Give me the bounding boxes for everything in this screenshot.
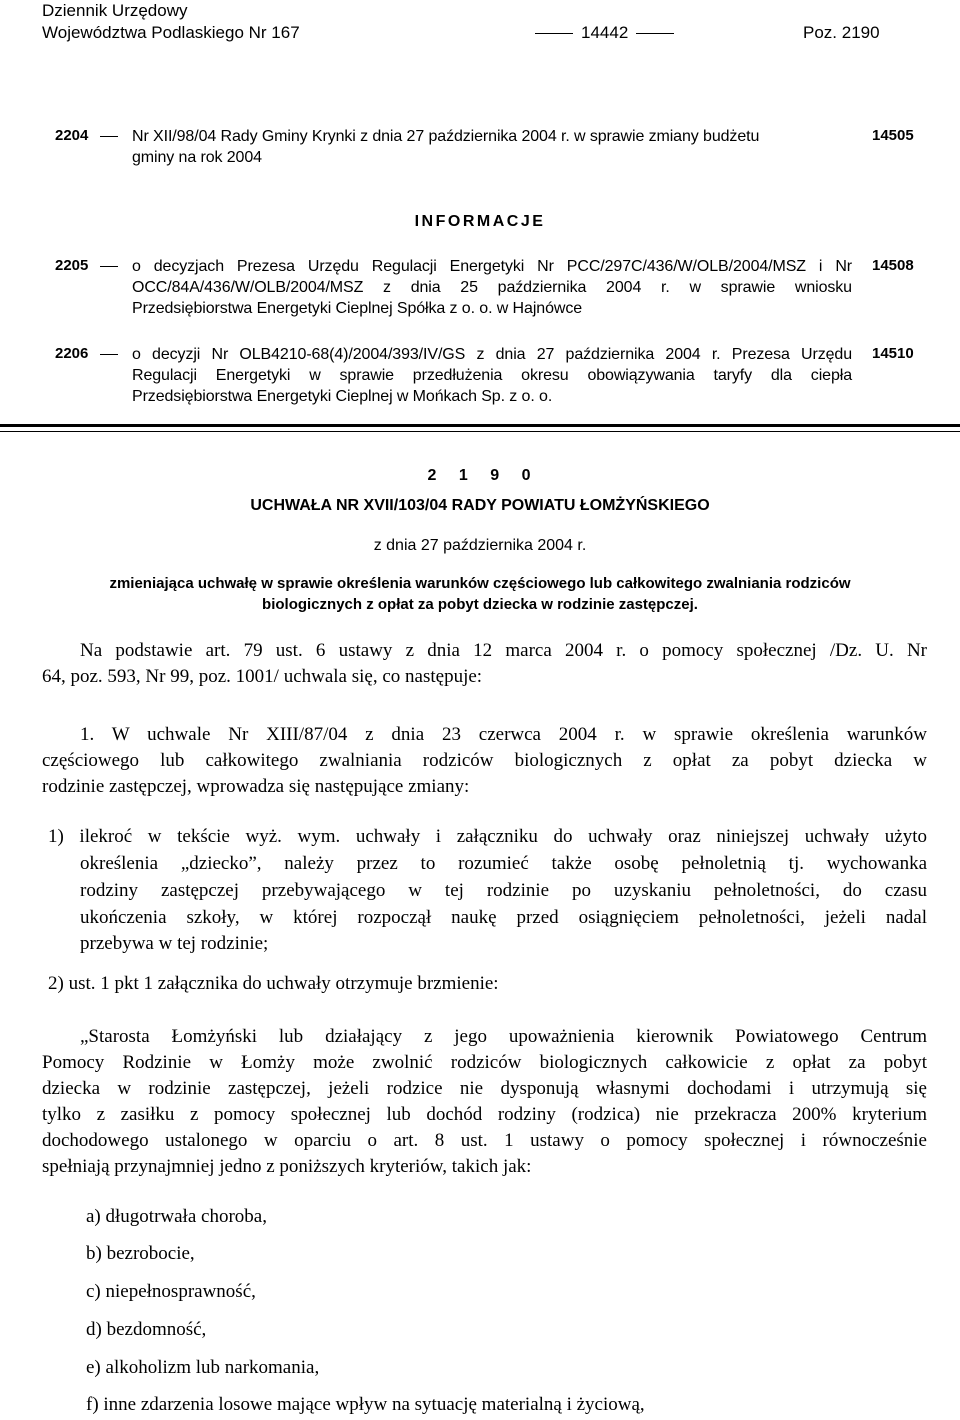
item-1-line: rodziny zastępczej przebywającego w tej rodzinie po uzyskaniu pełnoletności, do czasu <box>80 880 927 901</box>
quote-line: Pomocy Rodzinie w Łomży może zwolnić rodziców biologicznych całkowicie z opłat za pobyt <box>42 1052 927 1073</box>
toc-entry-text[interactable] <box>132 344 854 407</box>
toc-line: Przedsiębiorstwa Energetyki Cieplnej Spółka z o. o. w Hajnówce <box>132 300 583 317</box>
quote-line: tylko z zasiłku z pomocy społecznej lub dochód rodziny (rodzica) nie przekracza 200% kryterium <box>42 1104 927 1125</box>
quote-line: dochodowego ustalonego w oparciu o art. 8 ust. 1 ustawy o pomocy społecznej i równocześnie <box>42 1130 927 1151</box>
item-1-line: określenia „dziecko”, należy przez to rozumieć także osobę pełnoletnią tj. wychowanka <box>80 853 927 874</box>
section-title: INFORMACJE <box>414 213 546 230</box>
toc-entry-page: 14508 <box>872 257 914 274</box>
toc-dash <box>100 136 118 137</box>
criteria-item: e) alkoholizm lub narkomania, <box>86 1357 320 1378</box>
act-date: z dnia 27 października 2004 r. <box>373 537 587 554</box>
paragraph-1-line: 1. W uchwale Nr XIII/87/04 z dnia 23 czerwca 2004 r. w sprawie określenia warunków <box>80 724 927 745</box>
page-number: 14442 <box>581 23 629 42</box>
dash-right <box>636 33 674 34</box>
paragraph-1-line: rodzinie zastępczej, wprowadza się następujące zmiany: <box>42 776 470 797</box>
toc-entry-page: 14505 <box>872 127 914 144</box>
act-subject-line: zmieniająca uchwałę w sprawie określenia warunków częściowego lub całkowitego zwalniania rodziców <box>109 575 851 592</box>
criteria-item: c) niepełnosprawność, <box>86 1281 256 1302</box>
toc-line: o decyzjach Prezesa Urzędu Regulacji Energetyki Nr PCC/297C/436/W/OLB/2004/MSZ i Nr <box>132 258 852 275</box>
separator-thick <box>0 424 960 427</box>
item-1-line: ukończenia szkoły, w której rozpoczął naukę przed osiągnięciem pełnoletności, jeżeli nadal <box>80 907 927 928</box>
toc-entry-text[interactable] <box>132 126 854 168</box>
criteria-item: d) bezdomność, <box>86 1319 207 1340</box>
quote-line: spełniają przynajmniej jedno z poniższych kryteriów, takich jak: <box>42 1156 532 1177</box>
toc-line: o decyzji Nr OLB4210-68(4)/2004/393/IV/GS z dnia 27 października 2004 r. Prezesa Urzędu <box>132 346 852 363</box>
toc-entry-text[interactable] <box>132 256 854 319</box>
toc-entry-page: 14510 <box>872 345 914 362</box>
toc-entry-number: 2204 <box>55 127 89 144</box>
toc-line: Regulacji Energetyki w sprawie przedłużenia okresu obowiązywania taryfy dla ciepła <box>132 367 852 384</box>
act-subject-line: biologicznych z opłat za pobyt dziecka w rodzinie zastępczej. <box>262 596 698 613</box>
separator-thin <box>0 431 960 432</box>
toc-line: OCC/84A/436/W/OLB/2004/MSZ z dnia 25 października 2004 r. w sprawie wniosku <box>132 279 852 296</box>
dash-left <box>535 33 573 34</box>
item-2-line: 2) ust. 1 pkt 1 załącznika do uchwały otrzymuje brzmienie: <box>48 973 499 994</box>
toc-dash <box>100 354 118 355</box>
journal-title: Dziennik Urzędowy <box>42 1 188 20</box>
act-title: UCHWAŁA NR XVII/103/04 RADY POWIATU ŁOMŻYŃSKIEGO <box>250 497 710 514</box>
toc-line: gminy na rok 2004 <box>132 149 262 166</box>
toc-entry-number: 2206 <box>55 345 89 362</box>
paragraph-1-line: częściowego lub całkowitego zwalniania rodziców biologicznych z opłat za pobyt dziecka w <box>42 750 927 771</box>
position-label: Poz. 2190 <box>803 23 880 42</box>
toc-line: Nr XII/98/04 Rady Gminy Krynki z dnia 27 października 2004 r. w sprawie zmiany budżetu <box>132 128 760 145</box>
journal-issue: Województwa Podlaskiego Nr 167 <box>42 23 300 42</box>
criteria-item: b) bezrobocie, <box>86 1243 195 1264</box>
quote-line: „Starosta Łomżyński lub działający z jego upoważnienia kierownik Powiatowego Centrum <box>80 1026 927 1047</box>
toc-entry-number: 2205 <box>55 257 89 274</box>
preamble-line: Na podstawie art. 79 ust. 6 ustawy z dnia 12 marca 2004 r. o pomocy społecznej /Dz. U. Nr <box>80 640 927 661</box>
page-number-group <box>527 22 682 44</box>
quote-line: dziecka w rodzinie zastępczej, jeżeli rodzice nie dysponują własnymi dochodami i utrzymują się <box>42 1078 927 1099</box>
act-subject <box>0 573 960 615</box>
item-1-line: 1) ilekroć w tekście wyż. wym. uchwały i załączniku do uchwały oraz niniejszej uchwały użyto <box>48 826 927 847</box>
toc-line: Przedsiębiorstwa Energetyki Cieplnej w Mońkach Sp. z o. o. <box>132 388 553 405</box>
criteria-item: a) długotrwała choroba, <box>86 1206 267 1227</box>
toc-dash <box>100 266 118 267</box>
preamble-line: 64, poz. 593, Nr 99, poz. 1001/ uchwala się, co następuje: <box>42 666 483 687</box>
act-number: 2 1 9 0 <box>427 467 533 484</box>
criteria-item: f) inne zdarzenia losowe mające wpływ na sytuację materialną i życiową, <box>86 1394 645 1415</box>
item-1-line: przebywa w tej rodzinie; <box>80 933 269 954</box>
